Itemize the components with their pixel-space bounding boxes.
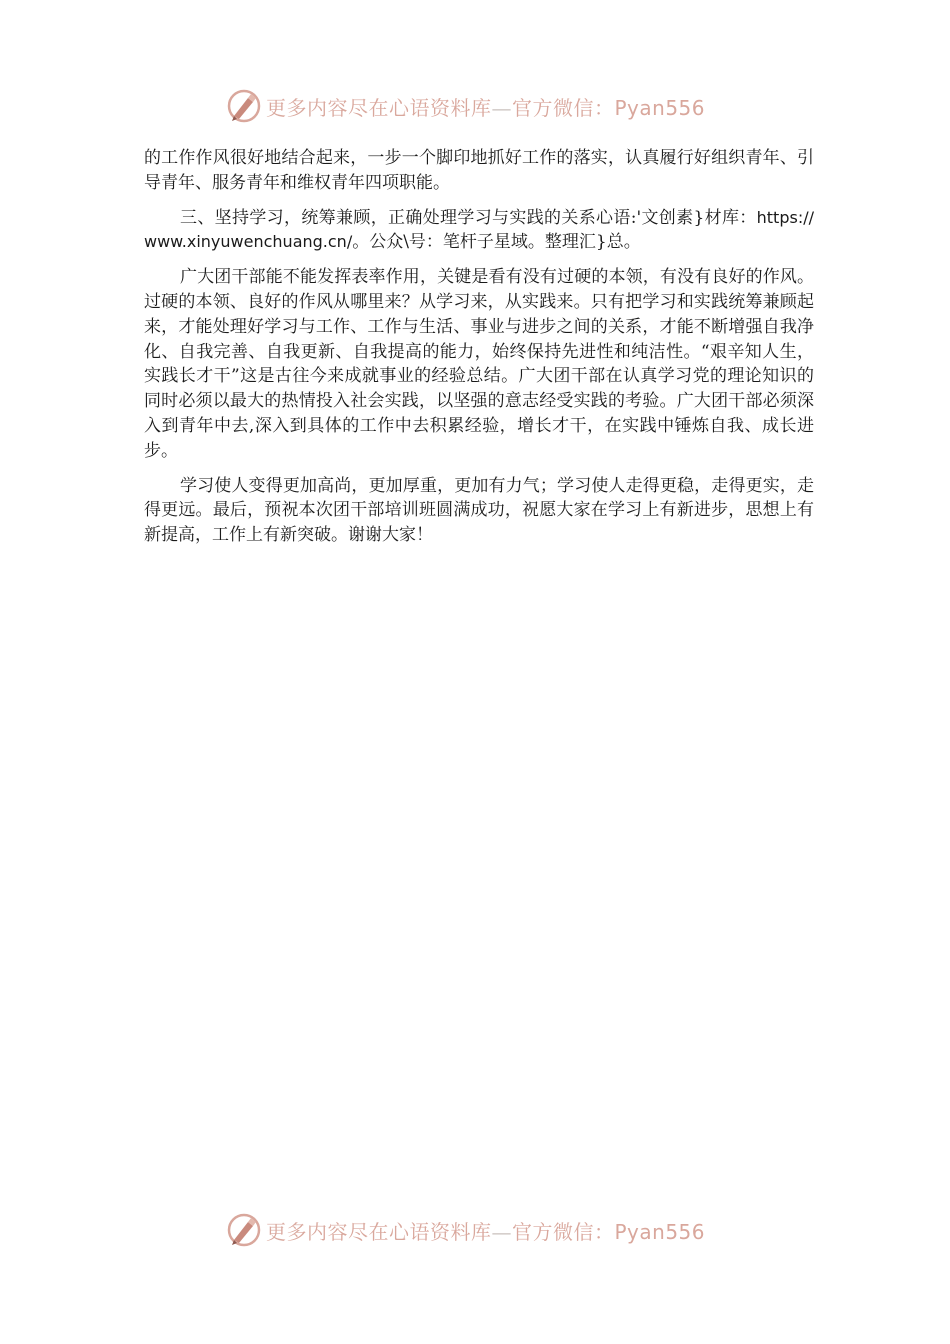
footer-banner-wechat-id: Pyan556: [614, 1219, 706, 1244]
footer-banner-main: 更多内容尽在心语资料库: [266, 1219, 492, 1244]
header-banner-official: 官方微信：: [512, 95, 615, 120]
header-banner-text: [266, 92, 705, 121]
paragraph-3: 广大团干部能不能发挥表率作用，关键是看有没有过硬的本领，有没有良好的作风。过硬的本领、良好的作风从哪里来？从学习来，从实践来。只有把学习和实践统筹兼顾起来，才能处理好学习与工作、工作与生活、事业与进步之间的关系，才能不断增强自我净化、自我完善、自我更新、自我提高的能力，始终保持先进性和纯洁性。“艰辛知人生，实践长才干”这是古往今来成就事业的经验总结。广大团干部在认真学习党的理论知识的同时必须以最大的热情投入社会实践，以坚强的意志经受实践的考验。广大团干部必须深入到青年中去,深入到具体的工作中去积累经验，增长才干，在实践中锤炼自我、成长进步。: [144, 267, 814, 461]
header-banner-wechat-id: Pyan556: [614, 95, 706, 120]
paragraph-4: 学习使人变得更加高尚，更加厚重，更加有力气；学习使人走得更稳，走得更实，走得更远。最后，预祝本次团干部培训班圆满成功，祝愿大家在学习上有新进步，思想上有新提高，工作上有新突破。谢谢大家！: [144, 475, 814, 546]
header-watermark: [226, 86, 705, 126]
paragraph-1: 的工作作风很好地结合起来，一步一个脚印地抓好工作的落实，认真履行好组织青年、引导青年、服务青年和维权青年四项职能。: [144, 148, 814, 193]
footer-banner-separator: —: [491, 1219, 512, 1244]
document-body: [144, 146, 814, 548]
header-banner-main: 更多内容尽在心语资料库: [266, 95, 492, 120]
website-link[interactable]: https://www.xinyuwenchuang.cn/: [144, 207, 814, 252]
header-banner-separator: —: [491, 95, 512, 120]
footer-banner-text: [266, 1216, 705, 1245]
paragraph-2-text-after: 。公众\号：笔杆子星域。整理汇}总。: [352, 232, 641, 253]
paragraph-2-text-before: 三、坚持学习，统筹兼顾，正确处理学习与实践的关系心语:'文创素}材库：: [180, 207, 757, 228]
pen-logo-icon: [226, 88, 262, 124]
footer-banner-official: 官方微信：: [512, 1219, 615, 1244]
footer-watermark: [226, 1210, 705, 1250]
pen-logo-icon: [226, 1212, 262, 1248]
paragraph-2: [144, 206, 814, 256]
